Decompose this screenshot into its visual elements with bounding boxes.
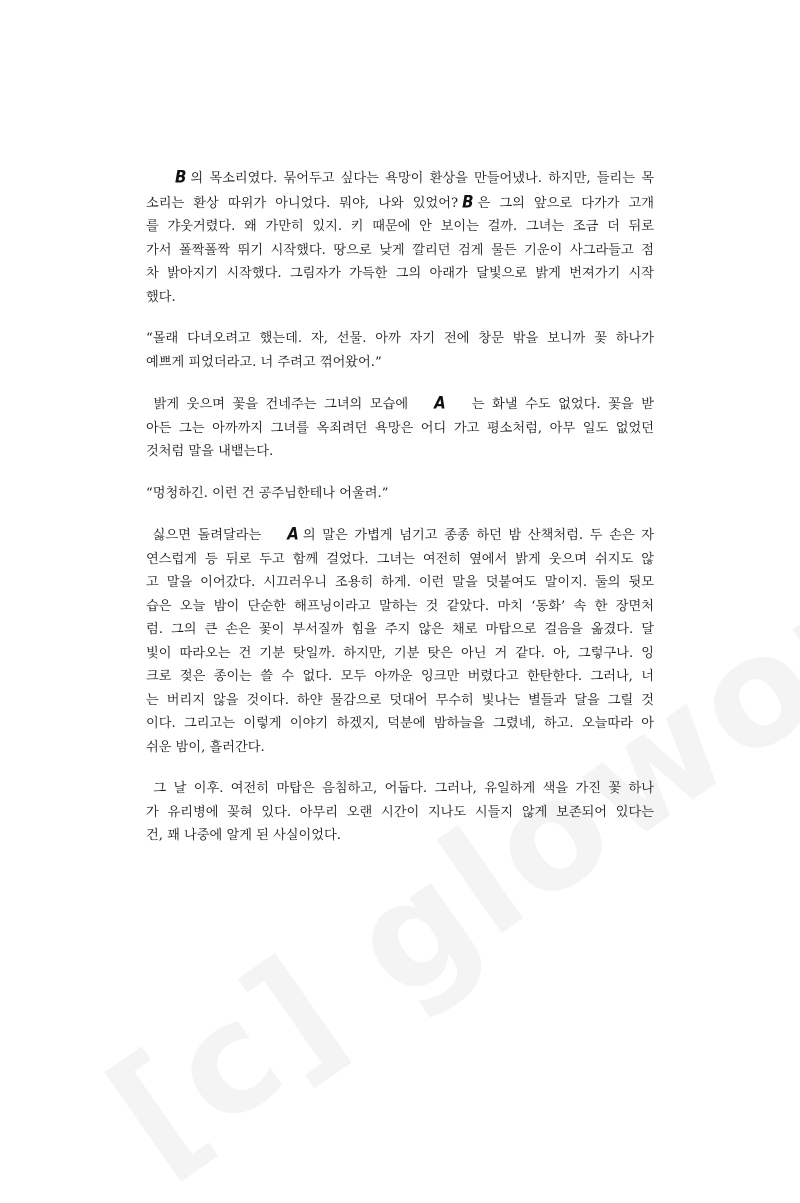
text-span: 는 화낼 수도 없었다. 꽃을 받 <box>471 397 654 412</box>
text-line <box>146 523 654 548</box>
text-line: 쉬운 밤이, 흘러간다. <box>146 739 265 755</box>
text-line: 습은 오늘 밤이 단순한 해프닝이라고 말하는 것 같았다. 마치 ‘동화’ 속 한 장면처 <box>146 598 654 614</box>
text-line: 아든 그는 아까까지 그녀를 옥죄려던 욕망은 어디 가고 평소처럼, 아무 일도 없었던 <box>146 420 654 436</box>
text-line: 를 갸웃거렸다. 왜 가만히 있지. 키 때문에 안 보이는 걸까. 그녀는 조금 더 뒤로 <box>146 219 654 234</box>
text-line <box>146 777 654 801</box>
text-line: 것처럼 말을 내뱉는다. <box>146 444 274 459</box>
text-line: 연스럽게 등 뒤로 두고 함께 걸었다. 그녀는 여전히 옆에서 밝게 웃으며 쉬지도 않 <box>146 551 654 567</box>
text-line: 이다. 그리고는 이렇게 이야기 하겠지, 덕분에 밤하늘을 그렸네, 하고. 오늘따라 아 <box>146 716 654 731</box>
text-span: 그 날 이후. 여전히 마탑은 음침하고, 어둡다. 그러나, 유일하게 색을 가진 꽃 하나 <box>153 781 654 796</box>
text-span: 싫으면 돌려달라는 <box>152 528 262 543</box>
paragraph-1 <box>146 166 654 309</box>
text-line: 가 유리병에 꽂혀 있다. 아무리 오랜 시간이 지나도 시들지 않게 보존되어 있다는 <box>146 804 654 820</box>
name-mark-a: A <box>434 393 446 413</box>
text-span: 의 말은 가볍게 넘기고 종종 하던 밤 산책처럼. 두 손은 자 <box>302 528 654 543</box>
text-span: 소리는 환상 따위가 아니었다. 뭐야, 나와 있었어? <box>146 195 459 211</box>
text-span: 은 그의 앞으로 다가가 고개 <box>477 195 654 211</box>
paragraph-2 <box>146 327 654 374</box>
text-line: 예쁘게 피었더라고. 너 주려고 꺾어왔어.” <box>146 354 382 370</box>
paragraph-3 <box>146 392 654 464</box>
text-line: “몰래 다녀오려고 했는데. 자, 선물. 아까 자기 전에 창문 밖을 보니까 꽃 하나가 <box>146 331 654 346</box>
text-line: 빛이 따라오는 건 기분 탓일까. 하지만, 기분 탓은 아닌 거 같다. 아, 그렇구나. 잉 <box>146 645 654 661</box>
paragraph-4 <box>146 482 654 506</box>
text-line <box>146 392 654 417</box>
text-line: 고 말을 이어갔다. 시끄러우니 조용히 하게. 이런 말을 덧붙여도 말이지. 둘의 뒷모 <box>146 575 654 590</box>
text-line: “멍청하긴. 이런 건 공주님한테나 어울려.” <box>146 485 389 501</box>
text-line <box>146 191 654 216</box>
text-line: 가서 폴짝폴짝 뛰기 시작했다. 땅으로 낮게 깔리던 검게 물든 기운이 사그라들고 점 <box>146 242 654 258</box>
name-mark-a: A <box>287 524 299 544</box>
name-mark-b: B <box>174 167 187 187</box>
text-line: 는 버리지 않을 것이다. 하얀 물감으로 덧대어 무수히 빛나는 별들과 달을 그릴 것 <box>146 692 654 708</box>
text-line: 차 밝아지기 시작했다. 그림자가 가득한 그의 아래가 달빛으로 밝게 번져가기 시작 <box>146 266 654 281</box>
text-line: 건, 꽤 나중에 알게 된 사실이었다. <box>146 828 341 843</box>
text-line: 크로 젖은 종이는 쓸 수 없다. 모두 아까운 잉크만 버렸다고 한탄한다. 그러나, 너 <box>146 669 654 684</box>
story-text <box>146 166 654 866</box>
text-line: 럼. 그의 큰 손은 꽃이 부서질까 힘을 주지 않은 채로 마탑으로 걸음을 옮겼다. 달 <box>146 622 654 637</box>
text-line: 했다. <box>146 289 176 305</box>
text-span: 의 목소리였다. 묶어두고 싶다는 욕망이 환상을 만들어냈나. 하지만, 들리는 목 <box>190 171 654 186</box>
paragraph-6 <box>146 777 654 848</box>
text-line <box>146 166 654 191</box>
name-mark-b: B <box>462 191 474 212</box>
paragraph-5 <box>146 523 654 759</box>
text-span: 밝게 웃으며 꽃을 건네주는 그녀의 모습에 <box>153 397 409 412</box>
